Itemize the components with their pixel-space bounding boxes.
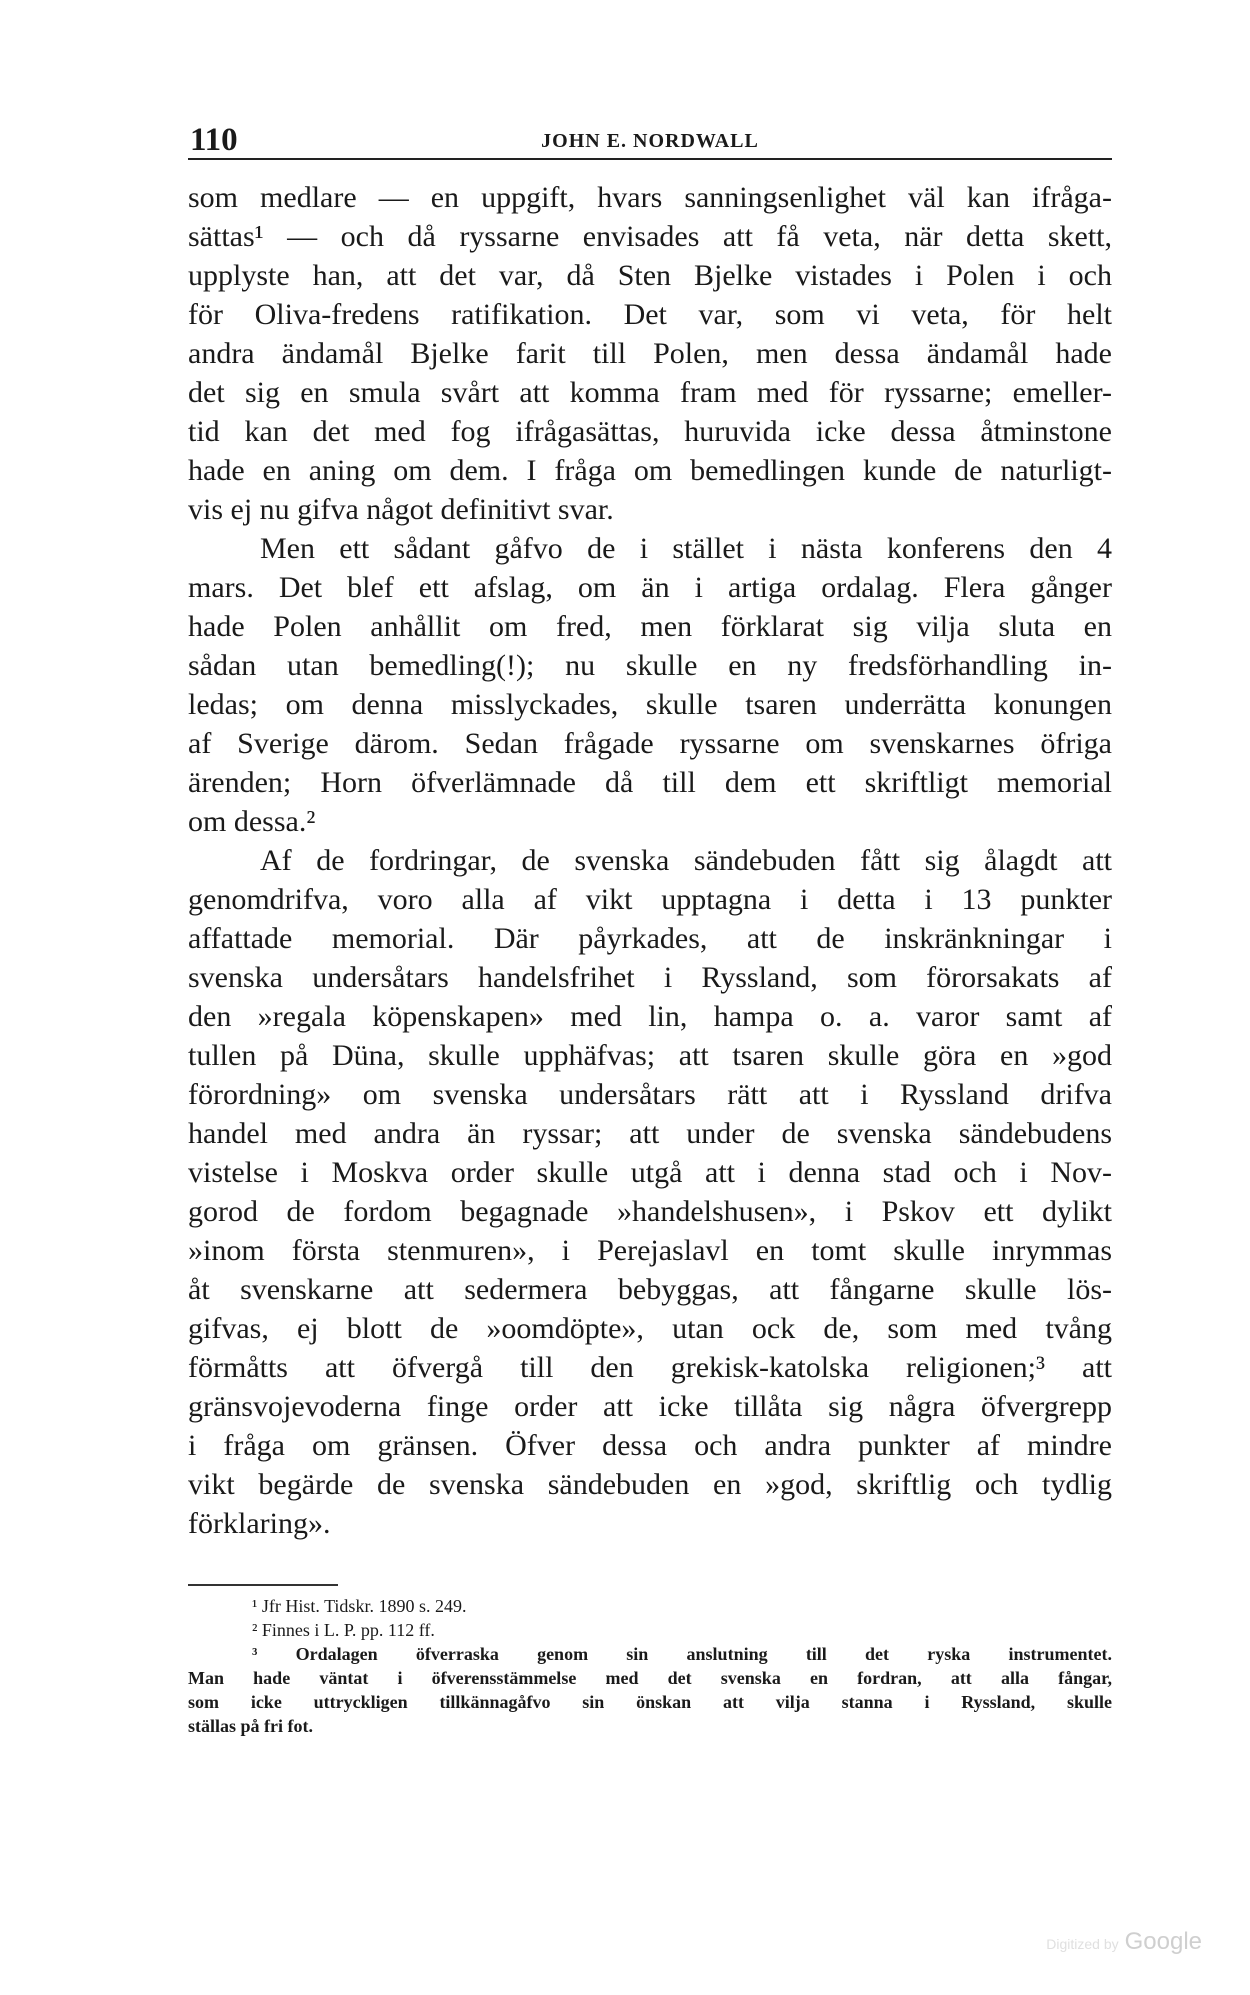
text-line: ärenden; Horn öfverlämnade då till dem ett skriftligt memorial [188,766,1112,799]
text-line: Men ett sådant gåfvo de i stället i nästa konferens den 4 [260,532,1112,565]
text-line: affattade memorial. Där påyrkades, att de inskränkningar i [188,922,1112,955]
footnote: ² Finnes i L. P. pp. 112 ff. [252,1620,435,1640]
footnote-continuation: Man hade väntat i öfverensstämmelse med det svenska en fordran, att alla fångar, [188,1668,1112,1688]
text-line: om dessa.² [188,805,316,838]
text-line: förklaring». [188,1507,331,1540]
text-line: sättas¹ — och då ryssarne envisades att få veta, när detta skett, [188,220,1112,253]
page-number: 110 [190,122,238,158]
text-line: den »regala köpenskapen» med lin, hampa o. a. varor samt af [188,1000,1112,1033]
text-line: upplyste han, att det var, då Sten Bjelke vistades i Polen i och [188,259,1112,292]
footnote-continuation: som icke uttryckligen tillkännagåfvo sin önskan att vilja stanna i Ryssland, skulle [188,1692,1112,1712]
text-line: tullen på Düna, skulle upphäfvas; att tsaren skulle göra en »god [188,1039,1112,1072]
text-line: af Sverige därom. Sedan frågade ryssarne om svenskarnes öfriga [188,727,1112,760]
text-line: tid kan det med fog ifrågasättas, huruvida icke dessa åtminstone [188,415,1112,448]
text-line: förordning» om svenska undersåtars rätt att i Ryssland drifva [188,1078,1112,1111]
text-line: vistelse i Moskva order skulle utgå att i denna stad och i Nov- [188,1156,1112,1189]
digitized-watermark [1046,1928,1202,1956]
text-line: handel med andra än ryssar; att under de svenska sändebudens [188,1117,1112,1150]
text-line: förmåtts att öfvergå till den grekisk-katolska religionen;³ att [188,1351,1112,1384]
text-line: mars. Det blef ett afslag, om än i artiga ordalag. Flera gånger [188,571,1112,604]
footnote: ¹ Jfr Hist. Tidskr. 1890 s. 249. [252,1596,467,1616]
text-line: svenska undersåtars handelsfrihet i Ryssland, som förorsakats af [188,961,1112,994]
text-line: vis ej nu gifva något definitivt svar. [188,493,614,526]
body-text [188,178,1112,1543]
text-line: åt svenskarne att sedermera bebyggas, att fångarne skulle lös- [188,1273,1112,1306]
watermark-prefix: Digitized by [1046,1936,1119,1952]
text-line: det sig en smula svårt att komma fram med för ryssarne; emeller- [188,376,1112,409]
text-line: gränsvojevoderna finge order att icke tillåta sig några öfvergrepp [188,1390,1112,1423]
text-line: gorod de fordom begagnade »handelshusen», i Pskov ett dylikt [188,1195,1112,1228]
text-line: för Oliva-fredens ratifikation. Det var, som vi veta, för helt [188,298,1112,331]
text-line: hade en aning om dem. I fråga om bemedlingen kunde de naturligt- [188,454,1112,487]
text-line: i fråga om gränsen. Öfver dessa och andra punkter af mindre [188,1429,1112,1462]
text-line: Af de fordringar, de svenska sändebuden fått sig ålagdt att [260,844,1112,877]
text-line: ledas; om denna misslyckades, skulle tsaren underrätta konungen [188,688,1112,721]
running-head [188,118,1112,160]
footnote: ³ Ordalagen öfverraska genom sin anslutning till det ryska instrumentet. [252,1644,1112,1664]
text-line: hade Polen anhållit om fred, men förklarat sig vilja sluta en [188,610,1112,643]
book-page [188,0,1112,1995]
footnote-divider [188,1584,338,1586]
footnotes [188,1594,1112,1738]
text-line: »inom första stenmuren», i Perejaslavl en tomt skulle inrymmas [188,1234,1112,1267]
text-line: sådan utan bemedling(!); nu skulle en ny fredsförhandling in- [188,649,1112,682]
footnote-continuation: ställas på fri fot. [188,1716,313,1736]
watermark-brand: Google [1124,1928,1202,1955]
text-line: som medlare — en uppgift, hvars sanningsenlighet väl kan ifråga- [188,181,1112,214]
text-line: genomdrifva, voro alla af vikt upptagna i detta i 13 punkter [188,883,1112,916]
text-line: andra ändamål Bjelke farit till Polen, men dessa ändamål hade [188,337,1112,370]
text-line: vikt begärde de svenska sändebuden en »god, skriftlig och tydlig [188,1468,1112,1501]
running-head-title: JOHN E. NORDWALL [541,130,759,152]
text-line: gifvas, ej blott de »oomdöpte», utan ock de, som med tvång [188,1312,1112,1345]
